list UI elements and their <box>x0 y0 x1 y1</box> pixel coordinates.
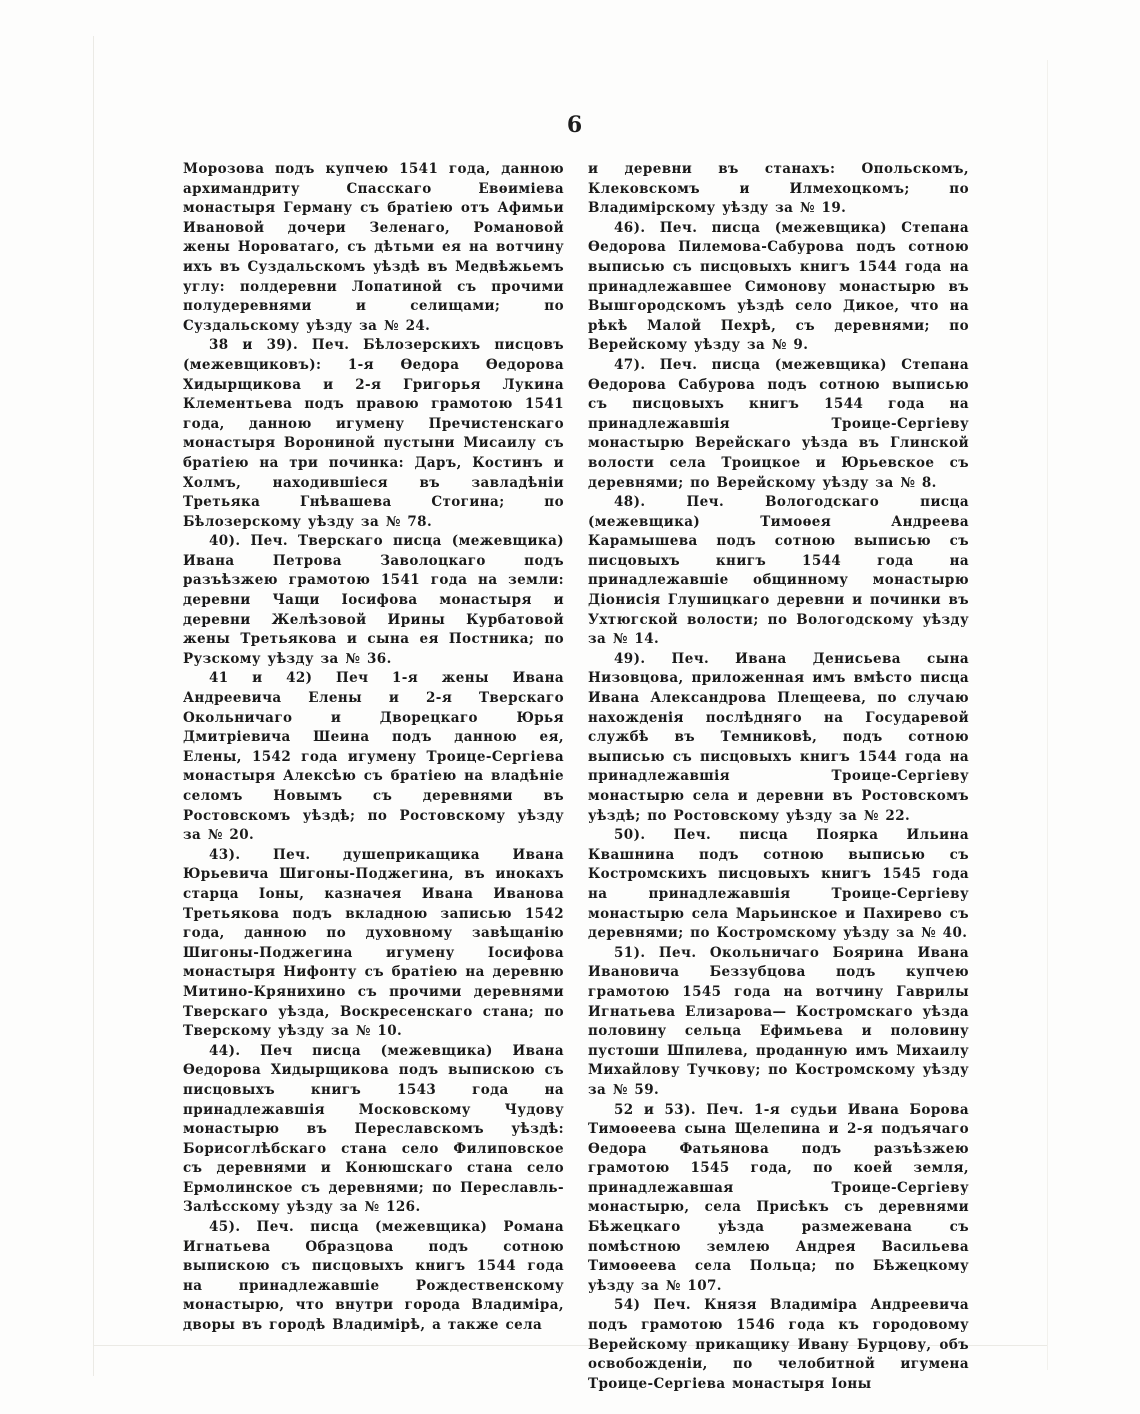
entry-43: 43). Печ. душеприкащика Ивана Юрьевича Шигоны-Поджегина, въ инокахъ старца Іоны, казначея Ивана Иванова Третьякова подъ вкладною записью 1542 года, данною по духовному завѣщанію Шигоны-Поджегина игумену Іосифова монастыря Нифонту съ братіею на деревню Митино-Крянихино съ прочими деревнями Тверскаго уѣзда, Воскресенскаго стана; по Тверскому уѣзду за № 10. <box>183 846 564 1040</box>
entry-45: 45). Печ. писца (межевщика) Романа Игнатьева Образцова подъ сотною выпискою съ писцовыхъ книгъ 1544 года на принадлежавшіе Рождественскому монастырю, что внутри города Владиміра, дворы въ городѣ Владимірѣ, а также села <box>183 1219 564 1334</box>
entry-49: 49). Печ. Ивана Денисьева сына Низовцова, приложенная имъ вмѣсто писца Ивана Александрова Плещеева, по случаю нахожденія послѣдняго на Государевой службѣ въ Темниковѣ, подъ сотною выписью съ писцовыхъ книгъ 1544 года на принадлежавшія Троице-Сергіеву монастырю села и деревни въ Ростовскомъ уѣздѣ; по Ростовскому уѣзду за № 22. <box>588 650 969 824</box>
entry-38-39: 38 и 39). Печ. Бѣлозерскихъ писцовъ (межевщиковъ): 1-я Ѳедора Ѳедорова Хидырщикова и 2-я Григорья Лукина Клементьева подъ правою грамотою 1541 года, данною игумену Пречистенскаго монастыря Ворониной пустыни Мисаилу съ братіею на три починка: Даръ, Костинъ и Холмъ, находившіеся въ завладѣніи Третьяка Гнѣвашева Стогина; по Бѣлозерскому уѣзду за № 78. <box>183 337 564 530</box>
entry-52-53: 52 и 53). Печ. 1-я судьи Ивана Борова Тимоѳеева сына Щелепина и 2-я подъячаго Ѳедора Фатьянова подъ разъѣзжею грамотою 1545 года, по коей земля, принадлежавшая Троице-Сергіеву монастырю, села Присѣкъ съ деревнями Бѣжецкаго уѣзда размежевана съ помѣстною землею Андрея Васильева Тимоѳеева села Польца; по Бѣжецкому уѣзду за № 107. <box>588 1101 969 1294</box>
scan-edge-right <box>1047 60 1048 1370</box>
entry-48: 48). Печ. Вологодскаго писца (межевщика) Тимоѳея Андреева Карамышева подъ сотною выписью съ писцовыхъ книгъ 1544 года на принадлежавшіе общинному монастырю Діонисія Глушицкаго деревни и починки въ Ухтюгской волости; по Вологодскому уѣзду за № 14. <box>588 494 969 648</box>
text-block <box>183 160 969 1394</box>
page-number: 6 <box>566 112 584 138</box>
entry-41-42: 41 и 42) Печ 1-я жены Ивана Андреевича Елены и 2-я Тверскаго Окольничаго и Дворецкаго Юрья Дмитріевича Шеина подъ данною ея, Елены, 1542 года игумену Троице-Сергіева монастыря Алексѣю съ братіею на владѣніе селомъ Новымъ съ деревнями въ Ростовскомъ уѣздѣ; по Ростовскому уѣзду за № 20. <box>183 670 564 844</box>
column-right <box>588 160 969 1394</box>
entry-51: 51). Печ. Окольничаго Боярина Ивана Ивановича Беззубцова подъ купчею грамотою 1545 года на вотчину Гаврилы Игнатьева Елизарова— Костромскаго уѣзда половину сельца Ефимьева и половину пустоши Шпилева, проданную имъ Михаилу Михайлову Тучкову; по Костромскому уѣзду за № 59. <box>588 944 969 1098</box>
column-left <box>183 160 564 1394</box>
scan-edge-left <box>93 36 94 1376</box>
entry-47: 47). Печ. писца (межевщика) Степана Ѳедорова Сабурова подъ сотною выписью съ писцовыхъ книгъ 1544 года на принадлежавшія Троице-Сергіеву монастырю Верейскаго уѣзда въ Глинской волости села Троицкое и Юрьевское съ деревнями; по Верейскому уѣзду за № 8. <box>588 356 969 491</box>
entry-40: 40). Печ. Тверскаго писца (межевщика) Ивана Петрова Заволоцкаго подъ разъѣзжею грамотою 1541 года на земли: деревни Чащи Іосифова монастыря и деревни Желѣзовой Ирины Курбатовой жены Третьякова и сына ея Постника; по Рузскому уѣзду за № 36. <box>183 533 564 667</box>
entry-44: 44). Печ писца (межевщика) Ивана Ѳедорова Хидырщикова подъ выпискою съ писцовыхъ книгъ 1543 года на принадлежавшія Московскому Чудову монастырю въ Переславскомъ уѣздѣ: Борисоглѣбскаго стана село Филиповское съ деревнями и Конюшскаго стана село Ермолинское съ деревнями; по Переславль-Залѣсскому уѣзду за № 126. <box>183 1042 564 1216</box>
entry-50: 50). Печ. писца Поярка Ильина Квашнина подъ сотною выписью съ Костромскихъ писцовыхъ книгъ 1545 года на принадлежавшія Троице-Сергіеву монастырю села Марьинское и Пахирево съ деревнями; по Костромскому уѣзду за № 40. <box>588 827 969 942</box>
entry-54: 54) Печ. Князя Владиміра Андреевича подъ грамотою 1546 года къ городовому Верейскому прикащику Ивану Бурцову, объ освобожденіи, по челобитной игумена Троице-Сергіева монастыря Іоны <box>588 1297 969 1392</box>
entry-46: 46). Печ. писца (межевщика) Степана Ѳедорова Пилемова-Сабурова подъ сотною выписью съ писцовыхъ книгъ 1544 года на принадлежавшее Симонову монастырю въ Вышгородскомъ уѣздѣ село Дикое, что на рѣкѣ Малой Пехрѣ, съ деревнями; по Верейскому уѣзду за № 9. <box>588 219 969 354</box>
entry-continuation-morozova: Морозова подъ купчею 1541 года, данною архимандриту Спасскаго Евѳиміева монастыря Герману съ братіею отъ Афимьи Ивановой дочери Зеленаго, Романовой жены Нороватаго, съ дѣтьми ея на вотчину ихъ въ Суздальскомъ уѣздѣ въ Медвѣжьемъ углу: полдеревни Лопатиной съ прочими полудеревнями и селищами; по Суздальскому уѣзду за № 24. <box>183 161 564 334</box>
entry-45-continuation: и деревни въ станахъ: Опольскомъ, Клековскомъ и Илмехоцкомъ; по Владимірскому уѣзду за № 19. <box>588 161 969 217</box>
